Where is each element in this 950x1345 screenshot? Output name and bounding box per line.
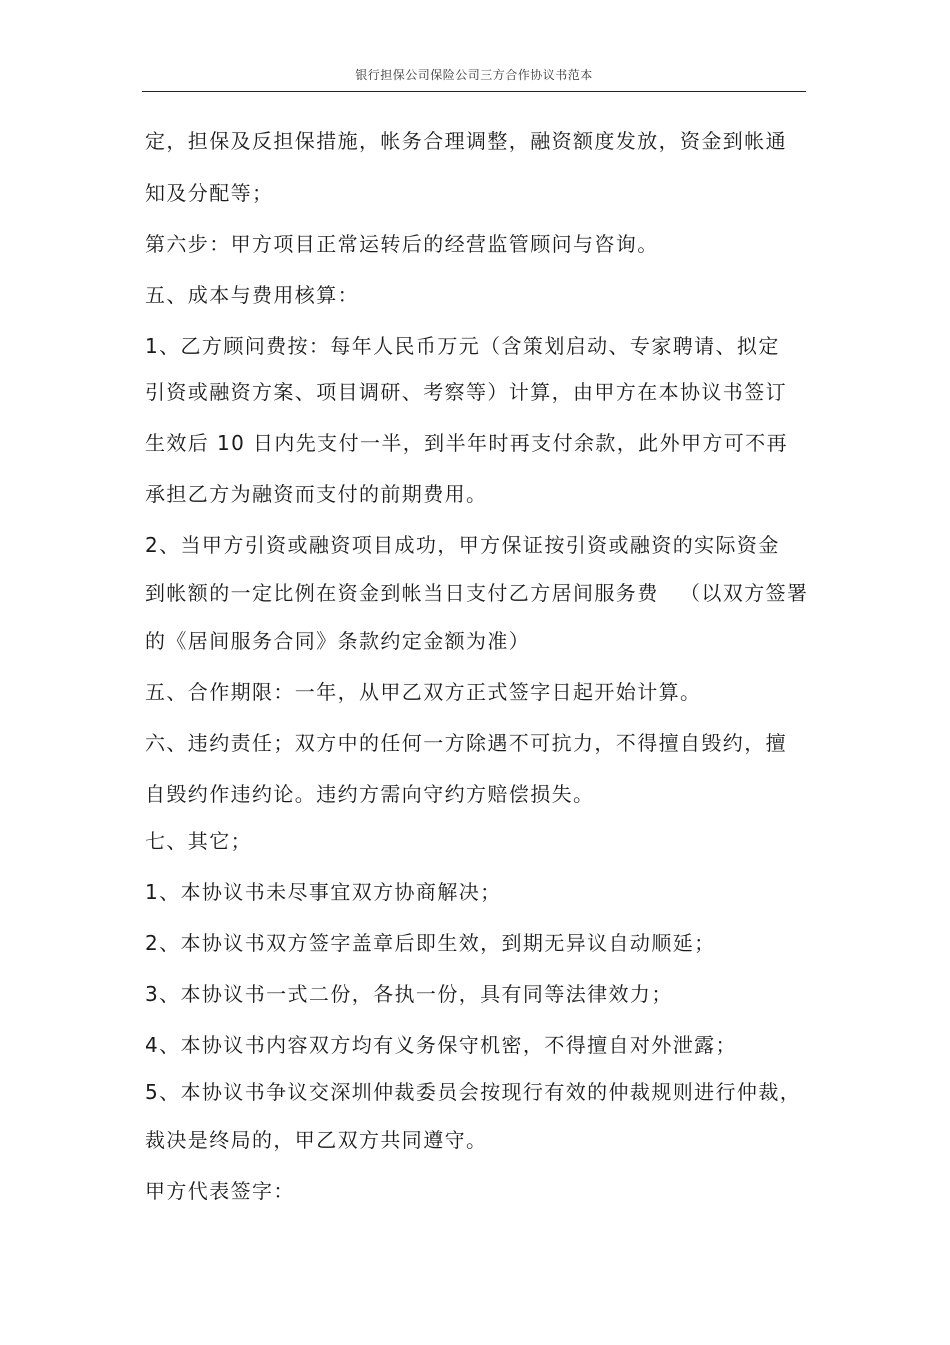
list-item: 3、本协议书一式二份，各执一份，具有同等法律效力；	[145, 982, 673, 1006]
signature-label: 甲方代表签字：	[145, 1179, 295, 1203]
list-item: 1、本协议书未尽事宜双方协商解决；	[145, 880, 502, 904]
text-line: 的《居间服务合同》条款约定金额为准）	[145, 629, 531, 653]
header-divider	[142, 91, 806, 92]
text-line: 引资或融资方案、项目调研、考察等）计算，由甲方在本协议书签订	[145, 380, 787, 404]
text-line: 承担乙方为融资而支付的前期费用。	[145, 482, 488, 506]
text-line: 2、当甲方引资或融资项目成功，甲方保证按引资或融资的实际资金	[145, 533, 780, 557]
text-line: 知及分配等；	[145, 181, 274, 205]
section-heading: 五、成本与费用核算：	[145, 283, 359, 307]
section-heading: 五、合作期限：一年，从甲乙双方正式签字日起开始计算。	[145, 680, 702, 704]
text-line: 自毁约作违约论。违约方需向守约方赔偿损失。	[145, 782, 595, 806]
list-item: 4、本协议书内容双方均有义务保守机密，不得擅自对外泄露；	[145, 1033, 737, 1057]
section-heading: 六、违约责任；双方中的任何一方除遇不可抗力，不得擅自毁约，擅	[145, 731, 787, 755]
text-line: 生效后 10 日内先支付一半，到半年时再支付余款，此外甲方可不再	[145, 431, 788, 455]
text-line: 裁决是终局的，甲乙双方共同遵守。	[145, 1128, 488, 1152]
text-line: 第六步：甲方项目正常运转后的经营监管顾问与咨询。	[145, 232, 659, 256]
list-item: 5、本协议书争议交深圳仲裁委员会按现行有效的仲裁规则进行仲裁，	[145, 1080, 802, 1104]
list-item: 2、本协议书双方签字盖章后即生效，到期无异议自动顺延；	[145, 931, 716, 955]
page-header-title: 银行担保公司保险公司三方合作协议书范本	[355, 68, 593, 82]
text-line: 1、乙方顾问费按：每年人民币万元（含策划启动、专家聘请、拟定	[145, 334, 780, 358]
section-heading: 七、其它；	[145, 829, 252, 853]
text-line: 定，担保及反担保措施，帐务合理调整，融资额度发放，资金到帐通	[145, 129, 787, 153]
text-line: （以双方签署	[680, 581, 809, 605]
text-line: 到帐额的一定比例在资金到帐当日支付乙方居间服务费	[145, 581, 659, 605]
